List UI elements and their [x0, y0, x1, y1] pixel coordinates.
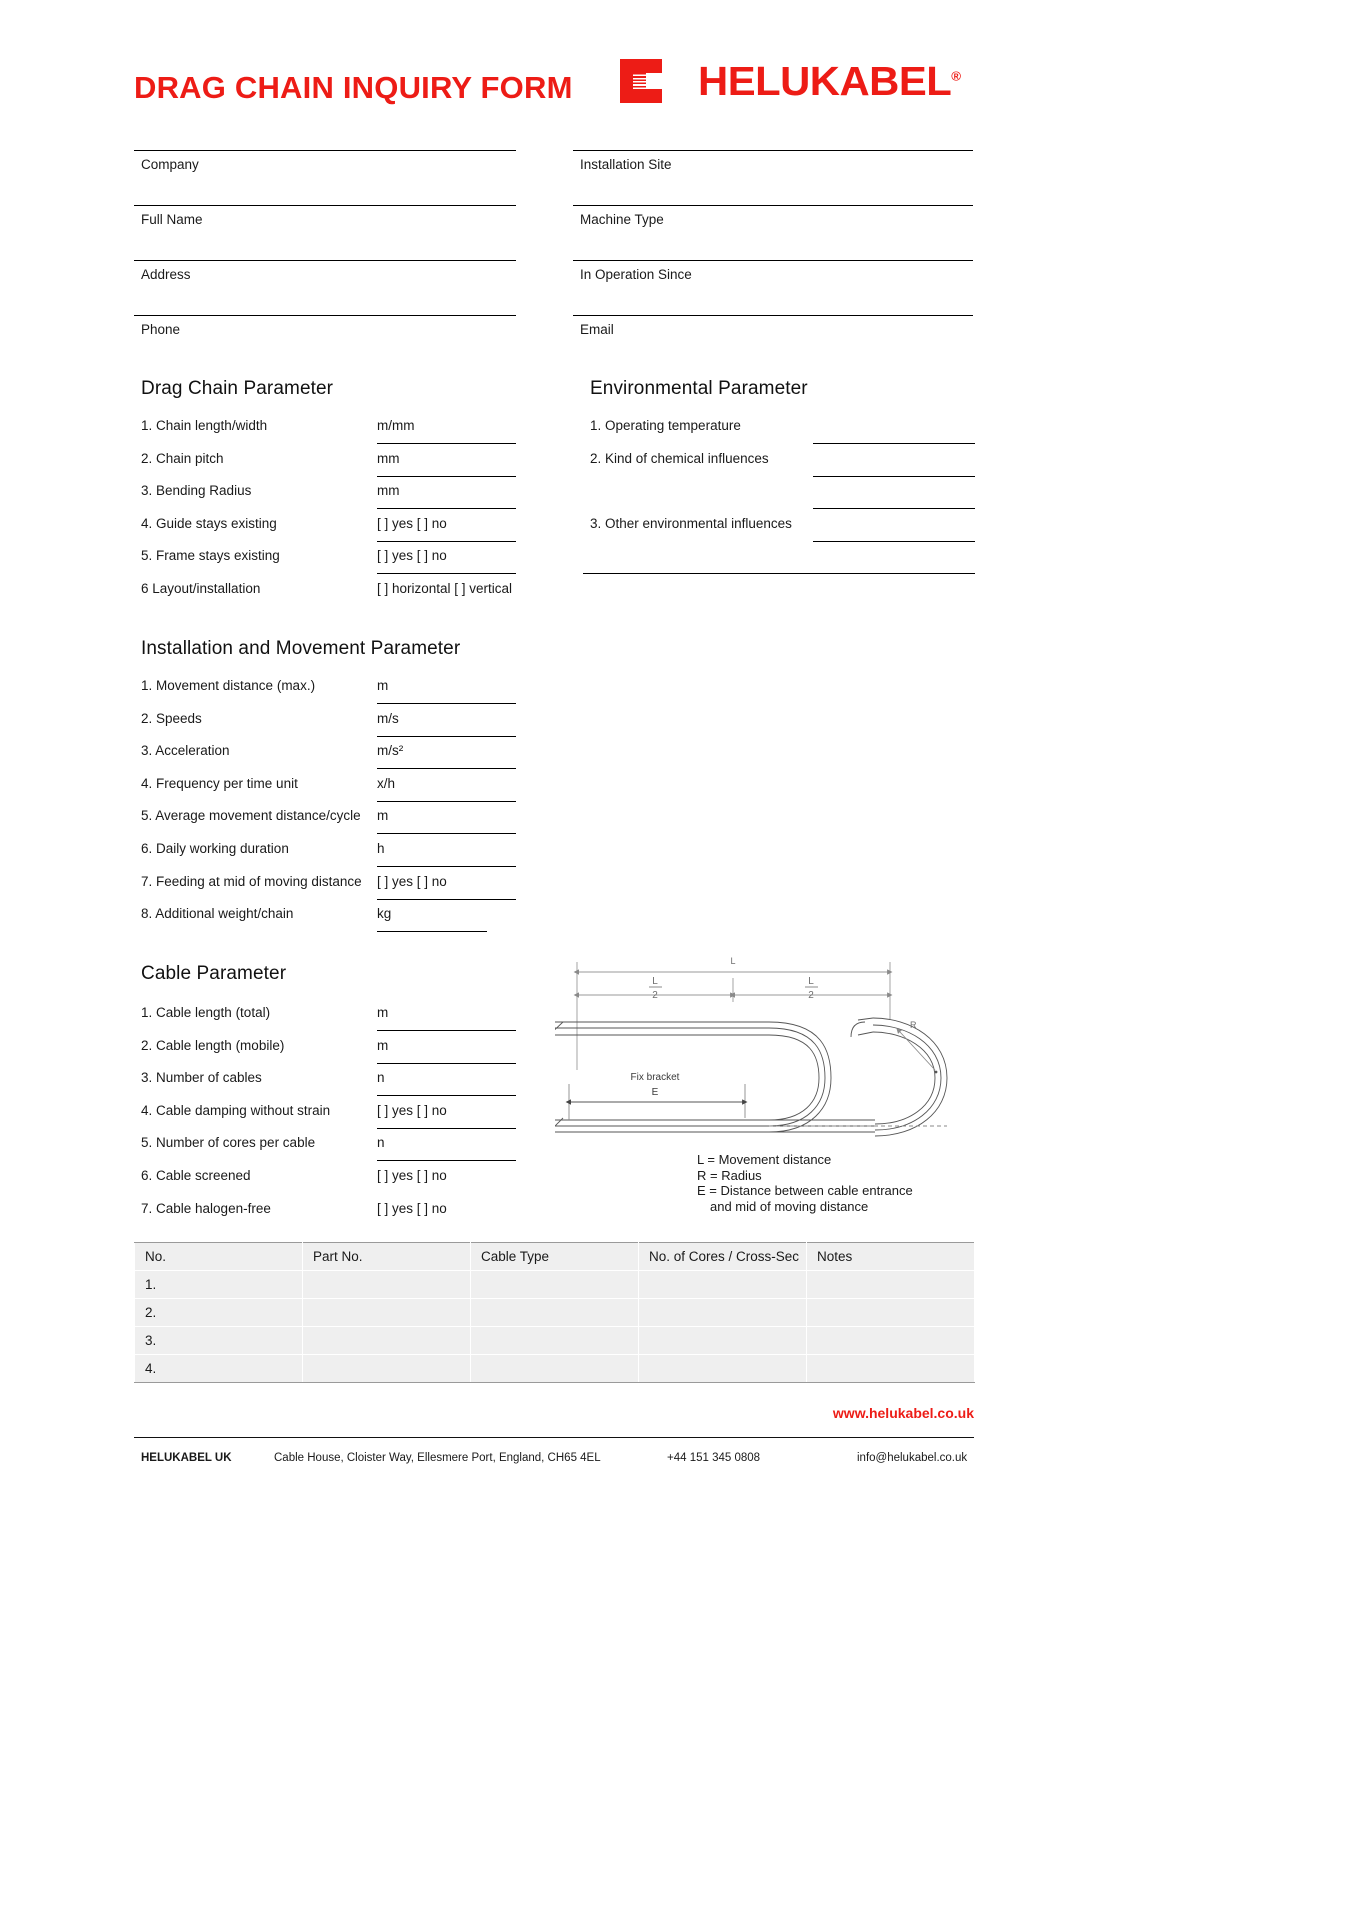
param-row-average-movement-distance-cycle[interactable]	[134, 802, 516, 835]
param-row-chain-length-width[interactable]	[134, 412, 516, 445]
cell-notes[interactable]	[807, 1271, 975, 1299]
param-unit: m/mm	[377, 418, 415, 433]
section-title-cable: Cable Parameter	[141, 963, 287, 984]
cell-no: 4.	[135, 1355, 303, 1383]
dimension-L	[577, 956, 890, 1070]
param-row-speeds[interactable]	[134, 705, 516, 738]
website-link[interactable]: www.helukabel.co.uk	[832, 1405, 974, 1421]
field-rule	[134, 260, 516, 261]
helukabel-logo-mark-icon	[620, 59, 662, 103]
param-label: 6 Layout/installation	[141, 580, 261, 596]
param-label: 5. Average movement distance/cycle	[141, 808, 361, 824]
field-rule	[134, 205, 516, 206]
param-unit: m	[377, 1005, 389, 1020]
legend-line-R: R = Radius	[697, 1167, 762, 1183]
field-email[interactable]	[573, 315, 973, 370]
param-row-operating-temperature[interactable]	[583, 412, 975, 445]
helukabel-logo	[620, 57, 961, 104]
param-label: 8. Additional weight/chain	[141, 906, 294, 922]
cell-notes[interactable]	[807, 1299, 975, 1327]
param-label: 3. Number of cables	[141, 1070, 262, 1086]
page-footer	[134, 1449, 974, 1473]
cell-cable-type[interactable]	[471, 1355, 639, 1383]
param-row-environmental-blank-2[interactable]	[583, 542, 975, 575]
param-row-feeding-at-mid[interactable]	[134, 868, 516, 901]
footer-company-name: HELUKABEL UK	[141, 1452, 232, 1464]
param-label: 5. Number of cores per cable	[141, 1135, 316, 1151]
brand-name: HELUKABEL	[698, 57, 952, 104]
param-row-cable-damping-without-strain[interactable]	[134, 1097, 516, 1130]
section-title-drag-chain: Drag Chain Parameter	[141, 378, 334, 399]
param-unit-checkbox-group[interactable]: [ ] yes [ ] no	[377, 515, 447, 531]
field-label: Machine Type	[580, 212, 664, 227]
param-row-daily-working-duration[interactable]	[134, 835, 516, 868]
field-in-operation-since[interactable]	[573, 260, 973, 315]
table-header-no: No.	[135, 1243, 303, 1271]
param-unit: m	[377, 678, 389, 693]
field-company[interactable]	[134, 150, 516, 205]
table-row[interactable]	[135, 1271, 975, 1299]
fix-bracket-label: Fix bracket	[630, 1072, 680, 1083]
field-machine-type[interactable]	[573, 205, 973, 260]
cell-cable-type[interactable]	[471, 1271, 639, 1299]
cell-cable-type[interactable]	[471, 1327, 639, 1355]
param-row-cable-length-mobile[interactable]	[134, 1032, 516, 1065]
param-row-chemical-influences[interactable]	[583, 445, 975, 478]
field-label: Address	[141, 267, 191, 282]
param-row-cable-screened[interactable]	[134, 1162, 516, 1195]
dimension-L-half-den-right: 2	[808, 990, 814, 1001]
field-phone[interactable]	[134, 315, 516, 370]
param-unit: mm	[377, 450, 400, 466]
fix-bracket-symbol: E	[651, 1087, 659, 1098]
contact-right-column	[573, 150, 973, 370]
param-label: 2. Chain pitch	[141, 450, 224, 466]
diagram-legend	[697, 1152, 913, 1214]
param-unit: m/s	[377, 710, 399, 726]
param-unit-checkbox-group[interactable]: [ ] yes [ ] no	[377, 1102, 447, 1118]
cell-cable-type[interactable]	[471, 1299, 639, 1327]
dimension-L-half-num-right: L	[808, 976, 814, 987]
field-rule	[134, 315, 516, 316]
param-label: 3. Acceleration	[141, 743, 230, 759]
param-unit-checkbox-group[interactable]: [ ] yes [ ] no	[377, 873, 447, 889]
contact-left-column	[134, 150, 516, 370]
param-label: 2. Kind of chemical influences	[590, 450, 769, 466]
registered-trademark-icon: ®	[951, 67, 961, 83]
param-label: 4. Cable damping without strain	[141, 1102, 331, 1118]
cell-part-no[interactable]	[303, 1327, 471, 1355]
param-row-frequency-per-time-unit[interactable]	[134, 770, 516, 803]
param-row-frame-stays-existing[interactable]	[134, 542, 516, 575]
cell-cores[interactable]	[639, 1271, 807, 1299]
table-row[interactable]	[135, 1355, 975, 1383]
dimension-L-half-left	[579, 976, 733, 1002]
param-row-number-of-cores-per-cable[interactable]	[134, 1129, 516, 1162]
logo-bar-left	[620, 73, 633, 89]
param-label: 2. Cable length (mobile)	[141, 1037, 285, 1053]
dimension-R-label: R	[910, 1020, 917, 1030]
param-row-chain-pitch[interactable]	[134, 445, 516, 478]
param-label: 1. Cable length (total)	[141, 1005, 271, 1020]
param-unit: n	[377, 1070, 385, 1086]
param-row-additional-weight-chain[interactable]	[134, 900, 516, 933]
param-row-other-environmental-influences[interactable]	[583, 510, 975, 543]
field-rule	[134, 150, 516, 151]
dimension-L-half-right	[735, 976, 888, 1001]
param-label: 7. Cable halogen-free	[141, 1200, 271, 1216]
field-rule	[573, 150, 973, 151]
param-row-movement-distance[interactable]	[134, 672, 516, 705]
param-row-acceleration[interactable]	[134, 737, 516, 770]
legend-line-E-cont: and mid of moving distance	[710, 1198, 869, 1214]
movement-parameter-section	[134, 672, 516, 933]
param-label: 6. Cable screened	[141, 1167, 251, 1183]
cell-no: 1.	[135, 1271, 303, 1299]
param-label: 6. Daily working duration	[141, 840, 289, 856]
param-label: 3. Other environmental influences	[590, 515, 792, 531]
logo-bar-top	[620, 59, 662, 73]
param-row-guide-stays-existing[interactable]	[134, 510, 516, 543]
param-unit: n	[377, 1135, 385, 1151]
field-label: Phone	[141, 322, 181, 337]
cable-list-table	[134, 1242, 975, 1383]
param-unit-checkbox-group[interactable]: [ ] yes [ ] no	[377, 1167, 447, 1183]
field-label: Email	[580, 322, 614, 337]
table-row[interactable]	[135, 1299, 975, 1327]
cell-cores[interactable]	[639, 1299, 807, 1327]
cable-parameter-section	[134, 999, 516, 1227]
table-header-notes: Notes	[807, 1243, 975, 1271]
logo-bar-bottom	[620, 89, 662, 103]
section-title-environmental: Environmental Parameter	[590, 378, 808, 399]
cell-no: 3.	[135, 1327, 303, 1355]
param-unit: h	[377, 840, 385, 856]
field-label: Company	[141, 157, 199, 172]
field-rule	[573, 205, 973, 206]
field-rule	[573, 260, 973, 261]
param-unit: mm	[377, 483, 400, 499]
param-row-cable-halogen-free[interactable]	[134, 1195, 516, 1228]
param-label: 1. Movement distance (max.)	[141, 678, 316, 693]
cell-part-no[interactable]	[303, 1271, 471, 1299]
param-unit: m	[377, 808, 389, 824]
footer-phone[interactable]: +44 151 345 0808	[667, 1452, 761, 1464]
field-label: Full Name	[141, 212, 203, 227]
cell-no: 2.	[135, 1299, 303, 1327]
cell-part-no[interactable]	[303, 1299, 471, 1327]
legend-line-L: L = Movement distance	[697, 1152, 832, 1167]
dimension-E-fix-bracket	[569, 1072, 745, 1120]
legend-line-E: E = Distance between cable entrance	[697, 1183, 913, 1199]
page-header	[0, 0, 1360, 150]
param-label: 5. Frame stays existing	[141, 548, 280, 564]
footer-address: Cable House, Cloister Way, Ellesmere Port, England, CH65 4EL	[274, 1452, 601, 1464]
param-rule	[377, 931, 487, 932]
param-label: 1. Chain length/width	[141, 418, 268, 433]
param-row-layout-installation[interactable]	[134, 575, 516, 608]
param-label: 2. Speeds	[141, 710, 202, 726]
dimension-L-half-den-left: 2	[652, 990, 658, 1001]
chain-right-bend	[851, 1018, 947, 1136]
param-unit-checkbox-group[interactable]: [ ] yes [ ] no	[377, 1200, 447, 1216]
table-header-cores-cross-sec: No. of Cores / Cross-Sec	[639, 1243, 807, 1271]
cell-part-no[interactable]	[303, 1355, 471, 1383]
dimension-L-label: L	[730, 956, 736, 966]
param-row-cable-length-total[interactable]	[134, 999, 516, 1032]
param-row-environmental-blank-1[interactable]	[583, 477, 975, 510]
field-rule	[573, 315, 973, 316]
param-label: 7. Feeding at mid of moving distance	[141, 873, 362, 889]
param-unit: kg	[377, 906, 392, 922]
field-installation-site[interactable]	[573, 150, 973, 205]
cell-cores[interactable]	[639, 1355, 807, 1383]
param-rule	[583, 573, 975, 574]
table-header-row	[135, 1243, 975, 1271]
table-header-cable-type: Cable Type	[471, 1243, 639, 1271]
cable-list-table-wrapper	[134, 1242, 974, 1383]
dimension-L-half-num-left: L	[652, 976, 658, 987]
param-row-bending-radius[interactable]	[134, 477, 516, 510]
param-unit: m/s²	[377, 743, 404, 759]
param-unit: m	[377, 1037, 389, 1053]
brand-wordmark	[698, 57, 961, 104]
cell-cores[interactable]	[639, 1327, 807, 1355]
drag-chain-parameter-section	[134, 412, 516, 608]
param-row-number-of-cables[interactable]	[134, 1064, 516, 1097]
param-label: 4. Frequency per time unit	[141, 775, 298, 791]
environmental-parameter-section	[583, 412, 975, 575]
field-address[interactable]	[134, 260, 516, 315]
chain-left-bend	[769, 1022, 831, 1132]
footer-email[interactable]: info@helukabel.co.uk	[857, 1452, 968, 1464]
page-title: DRAG CHAIN INQUIRY FORM	[134, 70, 573, 105]
param-unit-checkbox-group[interactable]: [ ] yes [ ] no	[377, 548, 447, 564]
param-unit-checkbox-group[interactable]: [ ] horizontal [ ] vertical	[377, 580, 513, 596]
table-row[interactable]	[135, 1327, 975, 1355]
cell-notes[interactable]	[807, 1327, 975, 1355]
footer-divider	[134, 1437, 974, 1438]
section-title-movement: Installation and Movement Parameter	[141, 638, 461, 659]
table-header-part-no: Part No.	[303, 1243, 471, 1271]
field-label: Installation Site	[580, 157, 672, 172]
chain-upper-left-run	[555, 1022, 769, 1037]
param-label: 1. Operating temperature	[590, 418, 741, 433]
field-label: In Operation Since	[580, 267, 692, 282]
param-unit: x/h	[377, 775, 396, 791]
field-full-name[interactable]	[134, 205, 516, 260]
cell-notes[interactable]	[807, 1355, 975, 1383]
param-label: 4. Guide stays existing	[141, 515, 277, 531]
param-label: 3. Bending Radius	[141, 483, 252, 499]
